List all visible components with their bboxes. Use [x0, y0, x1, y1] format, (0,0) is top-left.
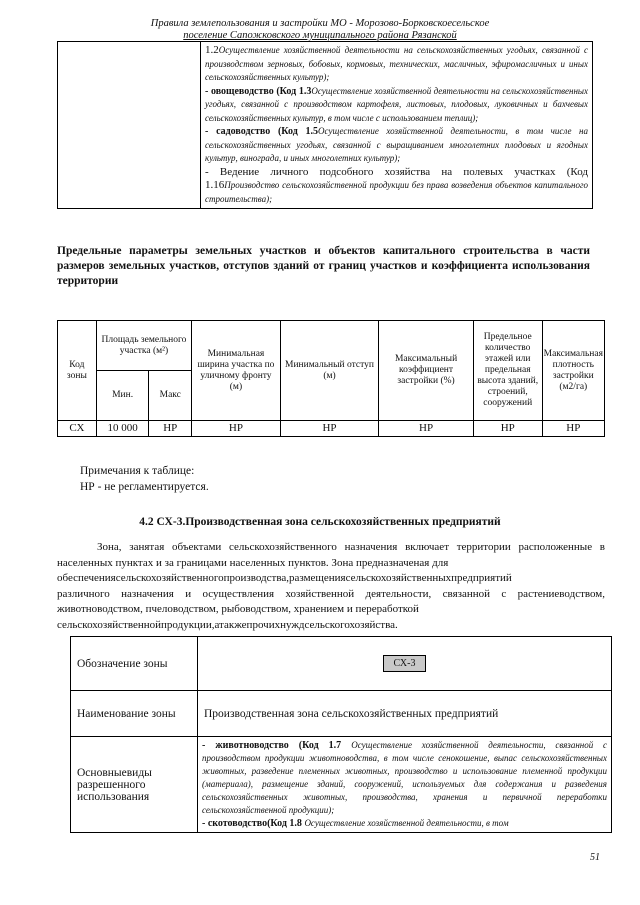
header-max: Макс	[149, 371, 192, 421]
empty-label-cell	[58, 42, 201, 209]
header-code: Код зоны	[58, 321, 97, 421]
zone-name: Производственная зона сельскохозяйственных предприятий	[198, 691, 612, 737]
use-item: - скотоводство(Код 1.8 Осуществление хозяйственной деятельности, в том	[202, 818, 509, 829]
zone-description	[57, 540, 605, 633]
uses-list	[198, 737, 612, 833]
permitted-uses-table-continued	[57, 41, 593, 209]
cell-width: НР	[192, 421, 281, 437]
zone-table	[70, 636, 612, 833]
use-item: 1.2Осуществление хозяйственной деятельности на сельскохозяйственных угодьях, связанной с производством зерновых, бобовых, кормовых, технических, масличных, эфиромасличных и иных сельскохозяйственных культур);	[205, 44, 588, 82]
label-name: Наименование зоны	[71, 691, 198, 737]
designation-cell	[198, 637, 612, 691]
header-density: Максимальная плотность застройки (м2/га)	[542, 321, 604, 421]
paragraph-line: обеспечениясельскохозяйственногопроизводства,размещениясельскохозяйственныхпредприятий	[57, 572, 512, 584]
header-area: Площадь земельного участка (м²)	[96, 321, 191, 371]
zone-code-badge: СХ-3	[383, 655, 427, 672]
cell-floors: НР	[473, 421, 542, 437]
parameters-table	[57, 320, 605, 437]
notes-text: НР - не регламентируется.	[80, 481, 209, 493]
header-min: Мин.	[96, 371, 149, 421]
use-item: - Ведение личного подсобного хозяйства на полевых участках (Код 1.16Производство сельскохозяйственной продукции без права возведения объектов капитального строительства);	[205, 165, 588, 204]
header-width: Минимальная ширина участка по уличному фронту (м)	[192, 321, 281, 421]
cell-coef: НР	[379, 421, 474, 437]
use-item: - животноводство (Код 1.7 Осуществление хозяйственной деятельности, связанной с производством продукции животноводства, в том числе сенокошение, выпас сельскохозяйственных животных, разведение племенных животных, производство и использование племенной продукции (материала), размещение зданий, сооружений, используемых для содержания и разведения сельскохозяйственных животных, производства, хранения и первичной переработки сельскохозяйственной продукции);	[202, 740, 608, 815]
section-title: Предельные параметры земельных участков и объектов капитального строительства в части размеров земельных участков, отступов зданий от границ участков и коэффициента использования территории	[57, 245, 590, 287]
cell-max: НР	[149, 421, 192, 437]
cell-code: СХ	[58, 421, 97, 437]
subsection-title: 4.2 СХ-3.Производственная зона сельскохозяйственных предприятий	[139, 516, 501, 528]
paragraph-line: различного назначения и осуществления хозяйственной деятельности, связанной с растениеводством, животноводством, пчеловодством, рыбоводством, хранением и переработкой	[57, 587, 605, 615]
header-coef: Максимальный коэффициент застройки (%)	[379, 321, 474, 421]
notes-title: Примечания к таблице:	[80, 465, 195, 477]
label-uses: Основныевиды разрешенного использования	[71, 737, 198, 833]
paragraph-line: сельскохозяйственнойпродукции,атакжепрочихнуждсельскогохозяйства.	[57, 618, 398, 631]
running-header-line2: поселение Сапожковского муниципального района Рязанской	[183, 30, 457, 41]
label-designation: Обозначение зоны	[71, 637, 198, 691]
paragraph-line: Зона, занятая объектами сельскохозяйственного назначения включает территории расположенные в населенных пунктах и за границами населенных пунктов. Зона предназначеная для	[57, 541, 605, 569]
running-header-line1: Правила землепользования и застройки МО - Морозово-Борковскоесельское	[150, 18, 490, 29]
cell-min: 10 000	[96, 421, 149, 437]
page-number: 51	[590, 852, 600, 863]
uses-cell	[201, 42, 593, 209]
header-setback: Минимальный отступ (м)	[280, 321, 379, 421]
cell-setback: НР	[280, 421, 379, 437]
cell-density: НР	[542, 421, 604, 437]
header-floors: Предельное количество этажей или предельная высота зданий, строений, сооружений	[473, 321, 542, 421]
use-item: - овощеводство (Код 1.3Осуществление хозяйственной деятельности на сельскохозяйственных угодьях, связанной с производством картофеля, листовых, плодовых, луковичных и бахчевых сельскохозяйственных культур, в том числе с использованием теплиц);	[205, 85, 588, 123]
use-item: - садоводство (Код 1.5Осуществление хозяйственной деятельности, в том числе на сельскохозяйственных угодьях, связанной с выращиванием многолетних плодовых и ягодных культур, винограда, и иных многолетних культур);	[205, 126, 588, 163]
